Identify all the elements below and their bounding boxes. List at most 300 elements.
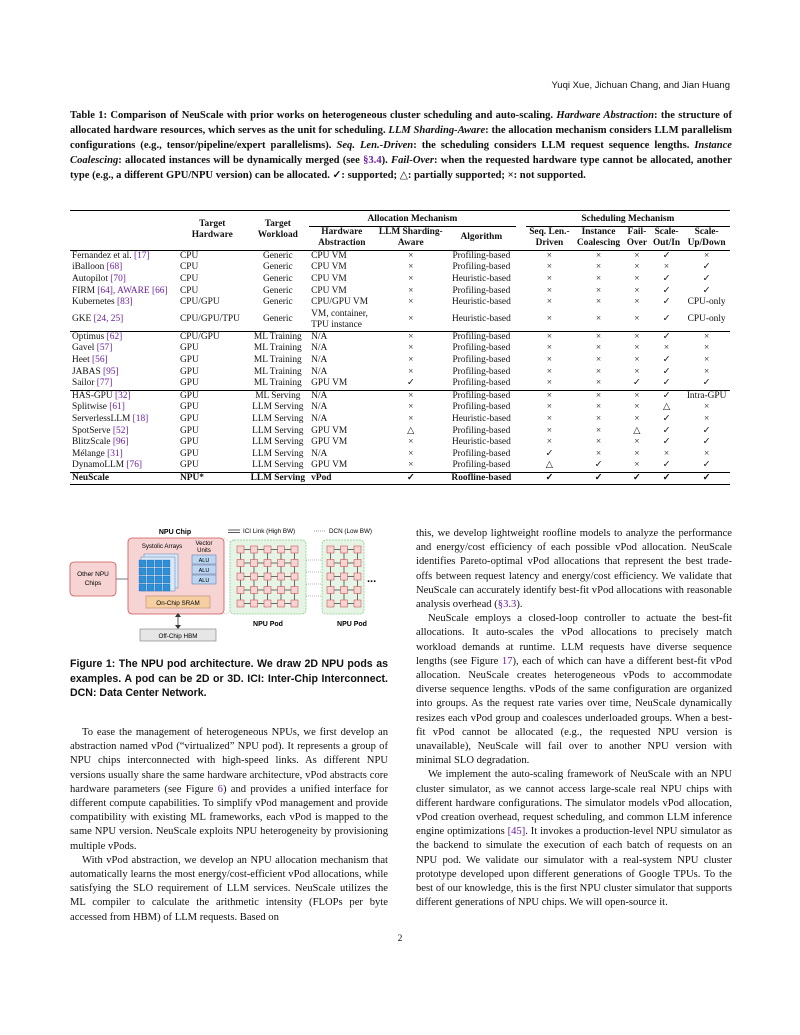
other-npu-label-2: Chips (84, 580, 102, 587)
cell-abstraction: N/A (311, 402, 328, 413)
section-3-3-link[interactable]: §3.3 (497, 599, 517, 611)
cell-seq: × (546, 331, 553, 342)
table-row (70, 262, 730, 274)
npu-chip-node (264, 560, 271, 567)
table-row (70, 355, 730, 367)
cell-workload: ML Serving (255, 390, 301, 401)
row-system-name: Sailor [77] (72, 378, 113, 389)
npu-chip-node (264, 546, 271, 553)
cell-abstraction: CPU/GPU VM (311, 297, 369, 308)
row-system-name: GKE [24, 25] (72, 313, 124, 324)
table-row (70, 250, 730, 262)
cell-hardware: GPU (180, 448, 199, 459)
cell-workload: LLM Serving (252, 437, 304, 448)
section-link[interactable]: §3.4 (363, 155, 382, 166)
cell-hardware: CPU/GPU (180, 331, 220, 342)
cell-workload: ML Training (253, 331, 302, 342)
cell-algorithm: Profiling-based (452, 343, 511, 354)
ici-legend: ICI Link (High BW) (243, 528, 296, 535)
cell-seq: × (546, 313, 553, 324)
cell-sharding: × (408, 413, 414, 424)
cell-out: ✓ (662, 297, 671, 308)
cell-seq: × (546, 297, 553, 308)
row-system-name: HAS-GPU [32] (72, 390, 131, 401)
cell-hardware: GPU (180, 413, 199, 424)
final-cell-alg: Roofline-based (451, 472, 512, 483)
cell-fail: × (634, 413, 640, 424)
cell-up: × (703, 402, 710, 413)
cell-abstraction: N/A (311, 413, 328, 424)
cell-fail: × (634, 354, 640, 365)
cell-coal: × (595, 343, 602, 354)
cell-sharding: × (408, 331, 414, 342)
citation-link[interactable]: [76] (126, 460, 143, 471)
cell-hardware: CPU (180, 262, 199, 273)
cell-algorithm: Profiling-based (452, 448, 511, 459)
off-chip-hbm-label: Off-Chip HBM (158, 633, 198, 640)
citation-link[interactable]: [95] (103, 366, 119, 377)
cell-coal: × (595, 366, 602, 377)
citation-link[interactable]: [62] (106, 331, 123, 342)
pe-cell (155, 576, 162, 583)
cell-workload: LLM Serving (252, 413, 304, 424)
row-system-name: FIRM [64], AWARE [66] (72, 285, 168, 296)
pe-cell (147, 576, 154, 583)
cell-out: ✓ (662, 425, 671, 436)
table-row (70, 426, 730, 438)
cell-up: ✓ (702, 378, 711, 389)
pe-cell (139, 560, 146, 567)
npu-chip-node (327, 560, 334, 567)
header-scale-up-down: Scale- Up/Down (687, 226, 726, 249)
cell-abstraction: CPU VM (311, 262, 347, 273)
npu-chip-node (237, 560, 244, 567)
svg-text:ALU: ALU (198, 568, 210, 574)
header-llm-sharding-aware: LLM Sharding- Aware (378, 226, 443, 249)
cell-out: ✓ (662, 366, 671, 377)
npu-chip-node (354, 560, 361, 567)
comparison-table (70, 210, 730, 485)
cell-workload: ML Training (253, 378, 302, 389)
cell-seq: × (546, 402, 553, 413)
npu-chip-node (341, 600, 348, 607)
cell-hardware: CPU (180, 273, 199, 284)
cell-coal: × (595, 273, 602, 284)
row-system-name: SpotServe [52] (72, 425, 129, 436)
cell-fail: × (634, 331, 640, 342)
citation-link[interactable]: [68] (106, 262, 123, 273)
cell-sharding: × (408, 354, 414, 365)
cell-up: ✓ (702, 273, 711, 284)
cell-algorithm: Profiling-based (452, 366, 511, 377)
cell-sharding: × (408, 250, 414, 261)
cell-coal: × (595, 448, 602, 459)
cell-coal: × (595, 425, 602, 436)
pe-cell (139, 568, 146, 575)
npu-chip-node (291, 546, 298, 553)
cell-seq: × (546, 250, 553, 261)
cell-workload: LLM Serving (252, 425, 304, 436)
cell-coal: × (595, 285, 602, 296)
cell-abstraction: N/A (311, 390, 328, 401)
header-allocation-mechanism: Allocation Mechanism (309, 211, 515, 227)
table-row-neuscale (70, 472, 730, 485)
cell-workload: Generic (263, 313, 293, 324)
cell-sharding: × (408, 273, 414, 284)
cell-coal: × (595, 437, 602, 448)
cell-coal: × (595, 402, 602, 413)
citation-link[interactable]: [70] (110, 273, 126, 284)
header-fail-over: Fail- Over (626, 226, 647, 249)
table-row (70, 297, 730, 309)
cell-sharding: × (408, 285, 414, 296)
cell-out: ✓ (662, 273, 671, 284)
cell-seq: × (546, 437, 553, 448)
cell-abstraction: VM, container, TPU instance (311, 308, 368, 330)
row-system-name: JABAS [95] (72, 366, 119, 377)
cell-algorithm: Heuristic-based (451, 437, 511, 448)
cell-seq: × (546, 343, 553, 354)
cell-algorithm: Profiling-based (452, 460, 511, 471)
cell-algorithm: Profiling-based (452, 390, 511, 401)
figure-6-link[interactable]: 6 (217, 783, 223, 795)
cell-coal: × (595, 313, 602, 324)
cell-hardware: GPU (180, 366, 199, 377)
row-system-name: Kubernetes [83] (72, 297, 133, 308)
cell-workload: LLM Serving (252, 448, 304, 459)
row-system-name: Optimus [62] (72, 331, 123, 342)
cell-fail: ✓ (632, 378, 641, 389)
cell-fail: × (634, 285, 640, 296)
cell-algorithm: Heuristic-based (451, 297, 511, 308)
cell-hardware: GPU (180, 354, 199, 365)
header-instance-coalescing: Instance Coalescing (576, 226, 621, 249)
other-npu-label-1: Other NPU (77, 571, 109, 578)
cell-coal: × (595, 297, 602, 308)
right-column (416, 527, 732, 910)
page-number: 2 (397, 934, 403, 944)
cell-abstraction: CPU VM (311, 273, 347, 284)
cell-algorithm: Profiling-based (452, 425, 511, 436)
vector-units-label-1: Vector (195, 541, 213, 547)
cell-fail: △ (633, 425, 641, 436)
row-system-name: iBalloon [68] (72, 262, 123, 273)
citation-link[interactable]: [56] (92, 354, 108, 365)
left-paragraph-2: With vPod abstraction, we develop an NPU allocation mechanism that automatically learns the most energy/cost-efficient vPod allocations, while satisfying the SLO requirement of LLM services. NeuScale utilizes the ML compiler to calculate the arithmetic intensity (FLOPs per byte accessed from HBM) of LLM requests. Based on (70, 854, 388, 923)
npu-chip-node (327, 587, 334, 594)
cell-fail: × (634, 437, 640, 448)
pe-cell (155, 560, 162, 567)
npu-chip-node (251, 573, 258, 580)
cell-sharding: × (408, 366, 414, 377)
other-npu-chips-box (70, 562, 116, 596)
cell-workload: ML Training (253, 343, 302, 354)
cell-seq: × (546, 354, 553, 365)
final-cell-hw: NPU* (180, 472, 204, 483)
npu-chip-node (291, 600, 298, 607)
cell-seq: × (546, 425, 553, 436)
citation-link[interactable]: [61] (109, 402, 125, 413)
npu-chip-node (237, 573, 244, 580)
cell-coal: × (595, 354, 602, 365)
cell-hardware: GPU (180, 343, 199, 354)
citation-link[interactable]: [32] (114, 390, 131, 401)
cell-seq: × (546, 273, 553, 284)
row-system-name: Autopilot [70] (72, 273, 126, 284)
npu-chip-node (278, 587, 285, 594)
cell-out: × (663, 448, 670, 459)
row-system-name: Splitwise [61] (72, 402, 125, 413)
npu-chip-node (354, 573, 361, 580)
cell-fail: × (634, 402, 640, 413)
cell-out: ✓ (662, 460, 671, 471)
cell-up: × (703, 343, 710, 354)
cell-up: CPU-only (687, 313, 726, 324)
npu-chip-node (264, 573, 271, 580)
npu-chip-node (291, 573, 298, 580)
npu-pod-1-label: NPU Pod (253, 621, 283, 628)
cell-coal: × (595, 262, 602, 273)
cell-abstraction: GPU VM (311, 460, 348, 471)
cell-up: × (703, 354, 710, 365)
final-cell-out: ✓ (662, 472, 671, 483)
npu-chip-node (251, 600, 258, 607)
pe-cell (163, 568, 170, 575)
cell-hardware: CPU/GPU/TPU (180, 313, 240, 324)
cell-seq: × (546, 366, 553, 377)
citation-link[interactable]: [96] (112, 437, 129, 448)
citation-link[interactable]: [83] (117, 297, 133, 308)
right-paragraph-3: We implement the auto-scaling framework of NeuScale with an NPU cluster simulator, as we cannot access large-scale real NPU chips with different hardware configurations. The simulator models vPod allocation, vPod creation overhead, request scheduling, and common LLM inference engine optimizations [45]. It invokes a production-level NPU simulator as the backend to simulate the execution of each batch of requests on an NPU pod. We validate our simulator with a real-system NPU cluster prototype developed upon different generations of Google TPUs. To the best of our knowledge, this is the first NPU cluster simulator that supports different generations of NPU chips. We will open-source it. (416, 769, 732, 909)
cell-out: ✓ (662, 378, 671, 389)
npu-chip-node (237, 587, 244, 594)
npu-chip-node (264, 600, 271, 607)
cell-up: × (703, 448, 710, 459)
citation-link[interactable]: [18] (132, 413, 149, 424)
pe-cell (147, 584, 154, 591)
cell-hardware: CPU (180, 250, 199, 261)
cell-workload: Generic (263, 262, 293, 273)
cell-fail: × (634, 313, 640, 324)
npu-chip-node (354, 587, 361, 594)
row-system-name: Heet [56] (72, 354, 108, 365)
citation-link[interactable]: [24, 25] (93, 313, 124, 324)
cell-hardware: GPU (180, 402, 199, 413)
cell-up: CPU-only (687, 297, 726, 308)
pe-cell (147, 560, 154, 567)
table-row (70, 274, 730, 286)
cell-hardware: GPU (180, 437, 199, 448)
cell-fail: × (634, 273, 640, 284)
cell-fail: × (634, 390, 640, 401)
right-paragraph-2: NeuScale employs a closed-loop controller to actuate the best-fit allocations. It auto-scales the vPod allocations to precisely match workload demands at runtime. LLM requests have diverse sequence lengths (see Figure 17), each of which can have a different best-fit vPod allocation. NeuScale creates heterogeneous vPods to accommodate diverse sequence lengths. vPods of the same configuration are organized into groups. As the request rate varies over time, NeuScale dynamically resizes each vPod group and coalesces underloaded groups. When a best-fit vPod cannot be allocated (e.g., the requested NPU version is unavailable), NeuScale will fail over to another NPU version with minimal SLO degradation. (416, 613, 732, 767)
cell-algorithm: Profiling-based (452, 378, 511, 389)
npu-chip-node (327, 546, 334, 553)
cell-up: Intra-GPU (686, 390, 727, 401)
npu-chip-node (237, 546, 244, 553)
npu-chip-node (278, 600, 285, 607)
final-cell-name: NeuScale (72, 472, 109, 483)
cell-workload: LLM Serving (252, 460, 304, 471)
citation-link[interactable]: [31] (107, 448, 123, 459)
cell-algorithm: Profiling-based (452, 331, 511, 342)
cell-seq: × (546, 390, 553, 401)
cell-coal: × (595, 331, 602, 342)
row-system-name: Gavel [57] (72, 343, 113, 354)
cell-sharding: × (408, 437, 414, 448)
table-row (70, 414, 730, 426)
left-paragraph-1: To ease the management of heterogeneous NPUs, we first develop an abstraction named vPod (“virtualized” NPU pod). It represents a group of NPU chips interconnected with high-speed links. As different NPU versions usually share the same hardware architecture, vPod abstracts core hardware parameters (see Figure 6) and provides a unified interface for different compute capabilities. To simplify vPod management and provide compatibility with existing ML frameworks, each vPod is mapped to the same NPU version. NeuScale exploits NPU heterogeneity by provisioning multiple vPods. (70, 727, 388, 852)
cell-fail: × (634, 460, 640, 471)
citation-link[interactable]: [64], AWARE [66] (97, 285, 168, 296)
cell-sharding: ✓ (406, 378, 415, 389)
row-system-name: DynamoLLM [76] (72, 460, 143, 471)
final-cell-seq: ✓ (545, 472, 554, 483)
npu-chip-node (354, 546, 361, 553)
cell-algorithm: Profiling-based (452, 285, 511, 296)
cell-fail: × (634, 343, 640, 354)
cell-workload: ML Training (253, 354, 302, 365)
cell-seq: ✓ (545, 448, 554, 459)
cell-coal: × (595, 390, 602, 401)
table-row (70, 331, 730, 343)
citation-link[interactable]: [77] (96, 378, 113, 389)
cell-fail: × (634, 250, 640, 261)
cell-hardware: GPU (180, 378, 199, 389)
cell-up: × (703, 331, 710, 342)
header-seq-len-driven: Seq. Len.- Driven (529, 226, 570, 249)
cell-out: × (663, 262, 670, 273)
cell-seq: × (546, 262, 553, 273)
cell-out: ✓ (662, 331, 671, 342)
npu-pod-2-label: NPU Pod (337, 621, 367, 628)
cell-up: ✓ (702, 285, 711, 296)
final-cell-up: ✓ (702, 472, 711, 483)
cell-hardware: GPU (180, 390, 199, 401)
table-row (70, 378, 730, 390)
cell-up: ✓ (702, 437, 711, 448)
cell-algorithm: Heuristic-based (451, 273, 511, 284)
svg-text:ALU: ALU (198, 578, 210, 584)
table-row (70, 286, 730, 298)
cell-out: ✓ (662, 285, 671, 296)
npu-chip-title: NPU Chip (158, 529, 192, 536)
final-cell-fail: ✓ (632, 472, 641, 483)
cell-up: ✓ (702, 460, 711, 471)
npu-chip-node (291, 560, 298, 567)
header-target-hardware: Target Hardware (191, 218, 233, 241)
cell-sharding: × (408, 262, 414, 273)
cell-algorithm: Profiling-based (452, 250, 511, 261)
npu-chip-node (251, 560, 258, 567)
header-scheduling-mechanism: Scheduling Mechanism (526, 211, 730, 227)
cell-abstraction: N/A (311, 448, 328, 459)
citation-link[interactable]: [17] (133, 250, 150, 261)
citation-link[interactable]: [57] (96, 343, 113, 354)
npu-chip-node (327, 600, 334, 607)
cell-algorithm: Heuristic-based (451, 413, 511, 424)
npu-chip-node (354, 600, 361, 607)
cell-seq: × (546, 413, 553, 424)
cell-fail: × (634, 366, 640, 377)
cell-hardware: CPU (180, 285, 199, 296)
cell-up: × (703, 366, 710, 377)
cell-fail: × (634, 448, 640, 459)
cell-algorithm: Heuristic-based (451, 313, 511, 324)
cell-abstraction: N/A (311, 366, 328, 377)
row-system-name: Fernandez et al. [17] (72, 250, 150, 261)
cell-abstraction: N/A (311, 331, 328, 342)
cell-workload: Generic (263, 285, 293, 296)
npu-chip-node (327, 573, 334, 580)
header-target-workload: Target Workload (257, 218, 298, 241)
cell-workload: Generic (263, 273, 293, 284)
cell-sharding: △ (407, 425, 415, 436)
figure-17-link[interactable]: 17 (501, 655, 513, 667)
table-caption: Table 1: Comparison of NeuScale with prior works on heterogeneous cluster scheduling and auto-scaling. Hardware Abstraction: the structure of allocated hardware resources, which serves as the unit for scheduling. LLM Sharding-Aware: the allocation mechanism considers LLM parallelism configurations (e.g., tensor/pipeline/expert parallelisms). Seq. Len.-Driven: the scheduling considers LLM request sequence lengths. Instance Coalescing: allocated instances will be dynamically merged (see §3.4). Fail-Over: when the requested hardware type cannot be allocated, another type (e.g., a different GPU/NPU version) can be allocated. ✓: supported; △: partially supported; ×: not supported. (70, 110, 733, 181)
more-pods-ellipsis: ... (367, 573, 377, 585)
pe-cell (163, 576, 170, 583)
cell-out: ✓ (662, 413, 671, 424)
cell-up: ✓ (702, 425, 711, 436)
table-row (70, 460, 730, 472)
citation-link[interactable]: [52] (112, 425, 129, 436)
npu-chip-node (278, 560, 285, 567)
alu-stack (192, 555, 216, 584)
dcn-legend: DCN (Low BW) (329, 528, 373, 535)
cell-sharding: × (408, 390, 414, 401)
cell-seq: × (546, 285, 553, 296)
row-system-name: BlitzScale [96] (72, 437, 129, 448)
cell-hardware: CPU/GPU (180, 297, 220, 308)
cell-seq: × (546, 378, 553, 389)
cell-sharding: × (408, 297, 414, 308)
cell-out: ✓ (662, 390, 671, 401)
cell-abstraction: CPU VM (311, 250, 347, 261)
cell-workload: Generic (263, 297, 293, 308)
cell-algorithm: Profiling-based (452, 262, 511, 273)
table-row (70, 343, 730, 355)
cell-sharding: × (408, 460, 414, 471)
cell-out: ✓ (662, 354, 671, 365)
npu-chip-node (237, 600, 244, 607)
cell-hardware: GPU (180, 460, 199, 471)
cell-seq: △ (545, 460, 554, 471)
cell-abstraction: GPU VM (311, 437, 348, 448)
cell-sharding: × (408, 343, 414, 354)
pe-cell (163, 584, 170, 591)
table-row (70, 309, 730, 332)
npu-chip-node (251, 587, 258, 594)
cell-algorithm: Profiling-based (452, 354, 511, 365)
cell-out: ✓ (662, 437, 671, 448)
pe-cell (155, 568, 162, 575)
npu-chip-node (251, 546, 258, 553)
table-row (70, 402, 730, 414)
npu-chip-node (341, 573, 348, 580)
cell-up: × (703, 413, 710, 424)
npu-chip-node (264, 587, 271, 594)
final-cell-coal: ✓ (594, 472, 603, 483)
cell-abstraction: GPU VM (311, 425, 348, 436)
cell-abstraction: CPU VM (311, 285, 347, 296)
npu-chip-node (278, 546, 285, 553)
header-hardware-abstraction: Hardware Abstraction (318, 226, 366, 249)
npu-chip-node (278, 573, 285, 580)
left-column (70, 726, 388, 925)
citation-45-link[interactable]: [45] (507, 826, 526, 838)
pe-cell (163, 560, 170, 567)
